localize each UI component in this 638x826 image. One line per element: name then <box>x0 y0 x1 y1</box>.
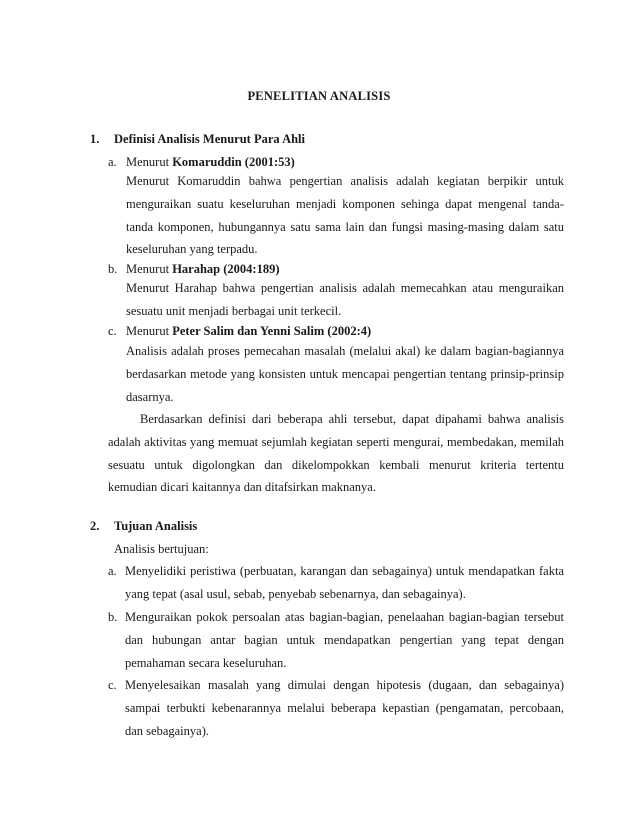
intro-text: Analisis bertujuan: <box>114 542 209 556</box>
list-letter: c. <box>108 678 117 692</box>
page-title: PENELITIAN ANALISIS <box>247 89 391 103</box>
list-letter: b. <box>108 610 118 624</box>
section-title: Tujuan Analisis <box>114 519 198 533</box>
text-line: pemahaman secara keseluruhan. <box>125 655 287 670</box>
subsection-title: Menurut Harahap (2004:189) <box>126 262 280 276</box>
list-item-body <box>125 606 564 674</box>
text-line: berdasarkan metode yang konsisten untuk mencapai pengertian tentang prinsip-prinsip <box>126 366 564 381</box>
paragraph-harahap <box>126 277 564 323</box>
text-line: sesuatu unit menjadi berbagai unit terkecil. <box>126 303 342 318</box>
list-letter: a. <box>108 564 117 578</box>
subsection-title: Menurut Komaruddin (2001:53) <box>126 155 295 169</box>
text-line: dasarnya. <box>126 389 174 404</box>
text-line: Berdasarkan definisi dari beberapa ahli tersebut, dapat dipahami bahwa analisis <box>140 412 564 426</box>
text-line: dan sebagainya). <box>125 723 209 738</box>
list-letter: a. <box>108 155 117 169</box>
text-line: keseluruhan yang terpadu. <box>126 242 258 257</box>
list-letter: b. <box>108 262 118 276</box>
text-line: Menyelidiki peristiwa (perbuatan, karangan dan sebagainya) untuk mendapatkan fakta <box>125 564 564 578</box>
text-line: sampai terbukti kebenarannya melalui beberapa kepastian (pengamatan, percobaan, <box>125 700 564 715</box>
list-item-body <box>125 674 564 742</box>
section-title: Definisi Analisis Menurut Para Ahli <box>114 132 305 146</box>
text-line: menguraikan suatu keseluruhan menjadi komponen sehinga dapat mengenal tanda- <box>126 196 564 211</box>
author-citation: Harahap (2004:189) <box>172 262 280 276</box>
text-line: Menurut Harahap bahwa pengertian analisis adalah memecahkan atau menguraikan <box>126 281 564 295</box>
text-line: Menguraikan pokok persoalan atas bagian-bagian, penelaahan bagian-bagian tersebut <box>125 610 564 624</box>
text-line: tanda komponen, hubungannya satu sama lain dan fungsi masing-masing dalam satu <box>126 219 564 234</box>
text-line: sesuatu untuk digolongkan dan dikelompokkan kembali menurut kriteria tertentu <box>108 457 564 472</box>
list-letter: c. <box>108 324 117 338</box>
section-2-intro <box>114 542 209 557</box>
paragraph-komaruddin <box>126 170 564 261</box>
text-line: kemudian dicari kaitannya dan ditafsirkan maknanya. <box>108 480 376 495</box>
text-line: Analisis adalah proses pemecahan masalah (melalui akal) ke dalam bagian-bagiannya <box>126 344 564 358</box>
text-line: Menyelesaikan masalah yang dimulai dengan hipotesis (dugaan, dan sebagainya) <box>125 678 564 692</box>
section-number: 1. <box>90 132 100 146</box>
text-line: dan hubungan antar bagian untuk mendapatkan pengertian yang tepat dengan <box>125 632 564 647</box>
author-citation: Peter Salim dan Yenni Salim (2002:4) <box>172 324 372 338</box>
subsection-title: Menurut Peter Salim dan Yenni Salim (2002:4) <box>126 324 372 338</box>
author-citation: Komaruddin (2001:53) <box>172 155 295 169</box>
text-line: adalah aktivitas yang memuat sejumlah kegiatan seperti mengurai, membedakan, memilah <box>108 434 564 449</box>
paragraph-conclusion <box>108 408 564 499</box>
section-number: 2. <box>90 519 100 533</box>
paragraph-salim <box>126 340 564 408</box>
text-line: yang tepat (asal usul, sebab, penyebab sebenarnya, dan sebagainya). <box>125 586 466 601</box>
list-item-body <box>125 560 564 606</box>
text-line: Menurut Komaruddin bahwa pengertian analisis adalah kegiatan berpikir untuk <box>126 174 564 188</box>
